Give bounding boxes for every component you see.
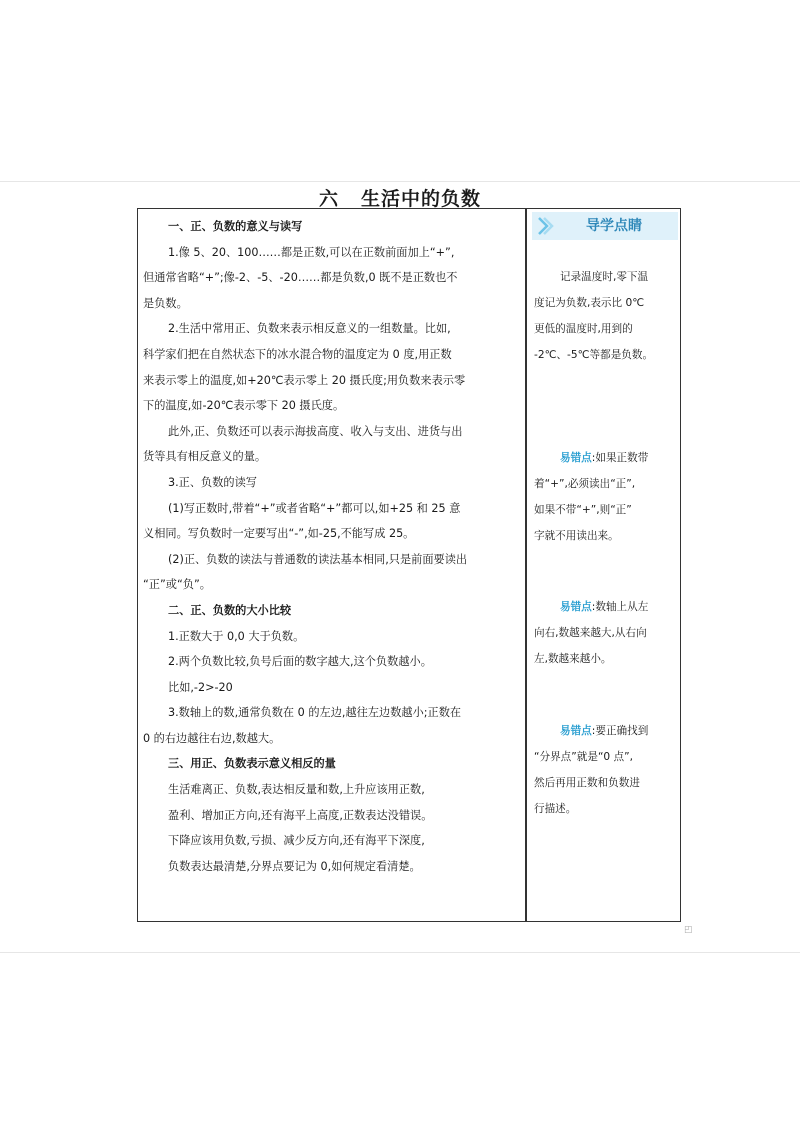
tip-line: 如果不带“+”,则“正” [534,504,632,516]
text-line: 盈利、增加正方向,还有海平上高度,正数表达没错误。 [168,808,433,822]
text-line: 义相同。写负数时一定要写出“-”,如-25,不能写成 25。 [143,527,415,541]
tip-line: :要正确找到 [591,725,649,737]
side-notes-column [532,212,678,822]
text-line: 负数表达最清楚,分界点要记为 0,如何规定看清楚。 [168,859,421,873]
chapter-title: 生活中的负数 [361,188,482,210]
main-text-column [143,214,521,879]
text-line: 0 的右边越往右边,数越大。 [143,731,281,745]
section-heading: 一、正、负数的意义与读写 [168,220,303,233]
text-line: 生活难离正、负数,表达相反量和数,上升应该用正数, [168,783,425,797]
chapter-number: 六 [318,188,339,210]
text-line: 是负数。 [143,296,188,310]
text-line: (2)正、负数的读法与普通数的读法基本相同,只是前面要读出 [168,552,468,566]
tip-line: “分界点”就是“0 点”, [534,751,633,763]
tip-tag: 易错点 [560,725,592,737]
text-line: 2.两个负数比较,负号后面的数字越大,这个负数越小。 [168,655,432,669]
text-line: 但通常省略“+”;像-2、-5、-20……都是负数,0 既不是正数也不 [143,271,458,285]
intro-line: 更低的温度时,用到的 [534,323,633,335]
text-line: 3.正、负数的读写 [168,475,257,489]
text-line: “正”或“负”。 [143,578,211,592]
column-divider [525,208,527,922]
tip-note [532,594,678,672]
text-line: 来表示零上的温度,如+20℃表示零上 20 摄氏度;用负数来表示零 [143,373,466,387]
text-line: 下的温度,如-20℃表示零下 20 摄氏度。 [143,399,345,413]
text-line: 货等具有相反意义的量。 [143,450,267,464]
guide-banner [532,212,678,240]
corner-mark: ◰ [684,925,693,935]
text-line: 此外,正、负数还可以表示海拔高度、收入与支出、进货与出 [168,424,463,438]
text-line: 3.数轴上的数,通常负数在 0 的左边,越往左边数越小;正数在 [168,706,462,720]
text-line: 1.正数大于 0,0 大于负数。 [168,629,305,643]
tip-line: :数轴上从左 [591,601,649,613]
tip-tag: 易错点 [560,601,592,613]
text-line: 下降应该用负数,亏损、减少反方向,还有海平下深度, [168,834,425,848]
section-heading: 二、正、负数的大小比较 [168,603,292,617]
tip-line: 行描述。 [534,803,577,815]
section-heading: 三、用正、负数表示意义相反的量 [168,757,336,771]
chevron-right-icon [536,215,554,237]
intro-line: 度记为负数,表示比 0℃ [534,297,645,309]
text-line: 比如,-2>-20 [168,680,233,694]
tip-line: 然后再用正数和负数进 [534,777,640,789]
tip-line: 左,数越来越小。 [534,653,612,665]
intro-line: 记录温度时,零下温 [560,271,649,283]
tip-note [532,445,678,549]
tip-line: 着“+”,必须读出“正”, [534,478,636,490]
tip-line: 向右,数越来越大,从右向 [534,627,647,639]
text-line: 1.像 5、20、100……都是正数,可以在正数前面加上“+”, [168,245,455,259]
text-line: 2.生活中常用正、负数来表示相反意义的一组数量。比如, [168,322,451,336]
tip-line: :如果正数带 [591,452,649,464]
text-line: (1)写正数时,带着“+”或者省略“+”都可以,如+25 和 25 意 [168,501,461,515]
text-line: 科学家们把在自然状态下的冰水混合物的温度定为 0 度,用正数 [143,347,452,361]
page-title [0,184,800,211]
tip-tag: 易错点 [560,452,592,464]
tip-note [532,718,678,822]
intro-line: -2℃、-5℃等都是负数。 [534,349,654,361]
guide-banner-label: 导学点睛 [586,218,642,234]
tip-line: 字就不用读出来。 [534,530,619,542]
intro-note [532,264,678,368]
